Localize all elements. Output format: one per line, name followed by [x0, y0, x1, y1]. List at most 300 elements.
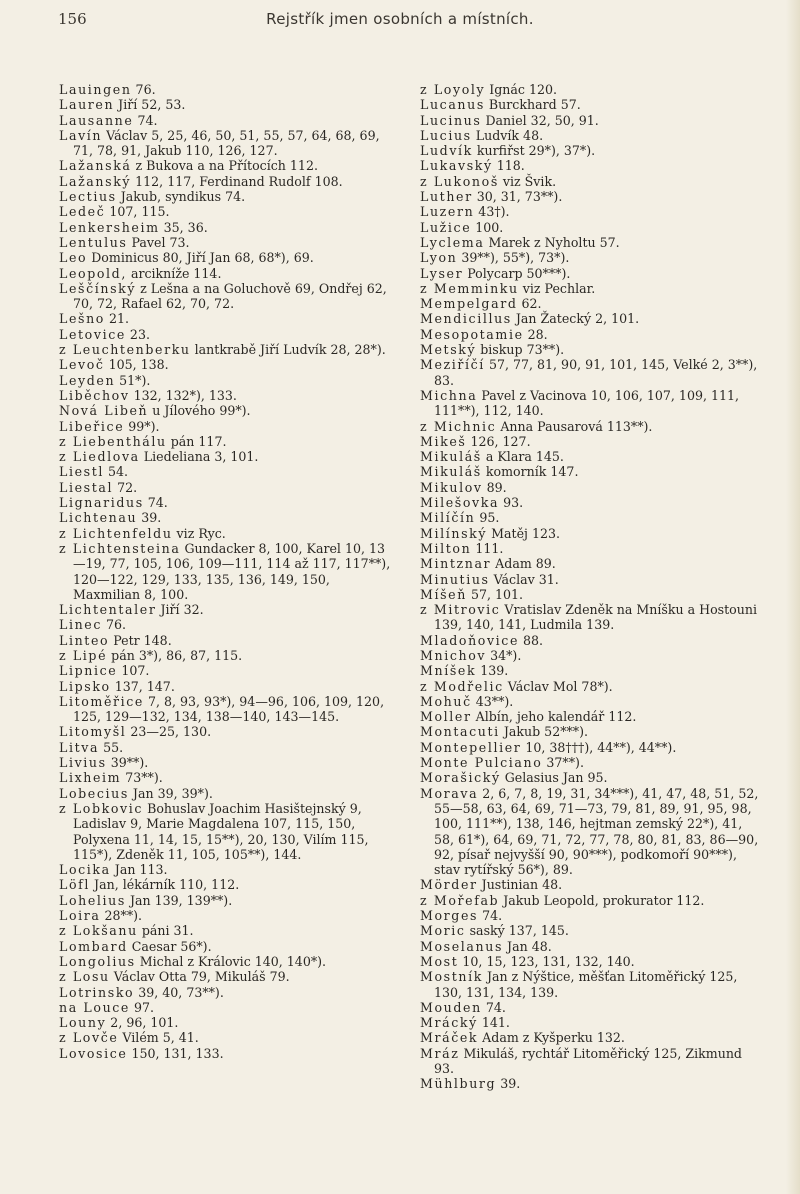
index-entry [59, 985, 394, 1000]
index-entry-references: 141. [477, 1015, 510, 1031]
index-entry-headword: Mráz [420, 1045, 460, 1061]
index-entry-headword: Lausanne [59, 112, 134, 128]
index-entry [420, 82, 760, 97]
index-entry-references: Jakub Leopold, prokurator 112. [499, 892, 705, 908]
index-entry [420, 281, 760, 296]
index-entry-references: a Klara 145. [481, 449, 564, 465]
index-entry [59, 755, 394, 770]
page-header [30, 10, 770, 38]
index-entry [59, 174, 394, 189]
index-entry-references: u Jílového 99*). [148, 403, 251, 419]
index-entry [59, 1000, 394, 1015]
index-entry-headword: Moller [420, 709, 472, 725]
index-entry-references: Gundacker 8, 100, Karel 10, 13—19, 77, 105, 106, 109—111, 114 až 117, 117**), 120—122, 129, 133, 135, 136, 149, 150, Maxmilian 8, 100. [73, 540, 391, 602]
index-entry [59, 189, 394, 204]
index-entry-references: Jan 139, 139**). [125, 892, 233, 908]
index-entry [420, 908, 760, 923]
index-entry-headword: Mrácký [420, 1015, 478, 1031]
index-entry [420, 480, 760, 495]
index-entry-headword: Mladoňovice [420, 632, 520, 648]
index-entry-references: Bohuslav Joachim Hasištejnský 9, Ladislav 9, Marie Magdalena 107, 115, 150, Polyxena 11, 14, 15, 15**), 20, 130, Vilím 115, 115*), Zdeněk 11, 105, 105**), 144. [73, 800, 369, 862]
index-entry [59, 954, 394, 969]
index-entry-references: 118. [492, 158, 525, 174]
index-entry-headword: Lešno [59, 311, 105, 327]
index-entry [59, 724, 394, 739]
index-entry [59, 801, 394, 862]
index-entry-headword: Morašický [420, 770, 501, 786]
index-entry-headword: Mempelgard [420, 296, 518, 312]
index-entry [420, 969, 760, 1000]
index-entry-references: 105, 138. [104, 357, 169, 373]
index-entry-headword: Lipnice [59, 663, 118, 679]
index-entry-headword: z Lichtenfeldu [59, 525, 173, 541]
index-entry-headword: Liběchov [59, 387, 130, 403]
index-entry [420, 679, 760, 694]
index-entry [59, 893, 394, 908]
index-entry-headword: z Leuchtenberku [59, 342, 191, 358]
index-entry-references: 7, 8, 93, 93*), 94—96, 106, 109, 120, 125, 129—132, 134, 138—140, 143—145. [73, 693, 385, 725]
index-column-right [420, 82, 760, 1092]
index-entry-references: 111. [471, 540, 504, 556]
index-entry-references: z Bukova a na Přítocích 112. [131, 158, 318, 174]
index-entry [59, 464, 394, 479]
index-entry-references: Michal z Královic 140, 140*). [135, 953, 327, 969]
index-entry-headword: Litva [59, 739, 100, 755]
index-entry-headword: Loira [59, 908, 101, 924]
index-entry-headword: Nová Libeň [59, 403, 149, 419]
index-entry-headword: Lucius [420, 127, 472, 143]
index-entry [59, 510, 394, 525]
index-entry-references: 107. [117, 663, 150, 679]
index-entry-headword: z Modřelic [420, 678, 504, 694]
index-entry [420, 1030, 760, 1045]
index-entry-references: 39**), 55*), 73*). [457, 250, 570, 266]
index-entry-headword: Lectius [59, 189, 117, 205]
index-entry [420, 266, 760, 281]
index-entry-headword: Ludvík [420, 143, 473, 159]
index-entry-references: 23. [125, 326, 150, 342]
index-entry [420, 204, 760, 219]
index-entry-headword: Minutius [420, 571, 490, 587]
index-entry [420, 327, 760, 342]
index-entry-references: Ludvík 48. [471, 127, 544, 143]
index-entry-references: 112, 117, Ferdinand Rudolf 108. [131, 173, 343, 189]
index-entry-references: Burckhard 57. [484, 97, 581, 113]
index-entry [59, 923, 394, 938]
index-entry-headword: Lyclema [420, 234, 485, 250]
index-entry-headword: Monte Pulciano [420, 755, 543, 771]
index-entry-headword: z Lukonoš [420, 173, 499, 189]
index-entry [59, 97, 394, 112]
index-entry [59, 1030, 394, 1045]
index-entry-headword: Lauren [59, 97, 115, 113]
index-entry [59, 235, 394, 250]
index-entry-references: viz Švik. [498, 173, 557, 189]
index-entry-references: Jakub, syndikus 74. [116, 189, 246, 205]
index-entry-headword: z Mořefab [420, 892, 500, 908]
index-entry-references: 2, 6, 7, 8, 19, 31, 34***), 41, 47, 48, 51, 52, 55—58, 63, 64, 69, 71—73, 79, 81, 89, 91, 95, 98, 100, 111**), 138, 146, hejtman zemský 22*), 41, 58, 61*), 64, 69, 71, 72, 77, 78, 80, 81, 83, 86—90, 92, písař nejvyšší 90, 90***), podkomoří 90***), stav rytířský 56*), 89. [434, 785, 759, 878]
index-entry [59, 158, 394, 173]
index-entry-headword: Lipsko [59, 678, 111, 694]
index-entry [420, 602, 760, 633]
index-entry-references: Jan 113. [110, 862, 168, 878]
index-entry-references: biskup 73**). [476, 342, 565, 358]
index-entry-references: 76. [102, 617, 127, 633]
index-entry-references: Jan 48. [503, 938, 552, 954]
index-entry-headword: Leo [59, 250, 88, 266]
index-entry-headword: Ledeč [59, 204, 106, 220]
index-entry [420, 724, 760, 739]
index-entry-headword: Morges [420, 908, 479, 924]
index-entry [59, 204, 394, 219]
index-entry-headword: Lombard [59, 938, 128, 954]
index-entry [59, 740, 394, 755]
index-entry-headword: Linteo [59, 632, 110, 648]
index-entry-headword: Moric [420, 923, 466, 939]
index-entry [420, 235, 760, 250]
index-entry-headword: z Liebenthálu [59, 433, 167, 449]
index-entry-references: Vratislav Zdeněk na Mníšku a Hostouni 139, 140, 141, Ludmila 139. [434, 602, 758, 633]
index-entry [420, 663, 760, 678]
index-entry [420, 510, 760, 525]
index-entry-headword: Mouden [420, 999, 482, 1015]
index-entry [59, 1046, 394, 1061]
index-entry [420, 158, 760, 173]
index-entry-headword: Mesopotamie [420, 326, 524, 342]
index-entry-references: 35, 36. [159, 219, 208, 235]
index-entry [420, 388, 760, 419]
index-entry [59, 679, 394, 694]
index-entry-references: 39. [137, 510, 162, 526]
index-entry-headword: Milíčín [420, 510, 476, 526]
index-entry-headword: Lotrinsko [59, 984, 135, 1000]
index-entry-headword: Mühlburg [420, 1076, 497, 1092]
index-entry [420, 250, 760, 265]
index-entry-headword: Lichtenau [59, 510, 138, 526]
index-entry [59, 480, 394, 495]
index-entry-headword: Montacuti [420, 724, 500, 740]
index-entry-references: Václav 31. [489, 571, 559, 587]
index-entry-references: Albín, jeho kalendář 112. [471, 709, 637, 725]
index-entry-references: Václav Otta 79, Mikuláš 79. [109, 969, 290, 985]
index-entry-headword: Mohuč [420, 693, 472, 709]
index-entry-headword: Leyden [59, 372, 116, 388]
index-entry-headword: Lentulus [59, 234, 128, 250]
index-entry-headword: Leopold, [59, 265, 127, 281]
running-title: Rejstřík jmen osobních a místních. [266, 10, 534, 28]
index-entry-headword: Letovice [59, 326, 126, 342]
index-entry-references: 74. [143, 495, 168, 511]
index-entry-headword: Lohelius [59, 892, 126, 908]
index-entry-references: 88. [519, 632, 544, 648]
index-entry-headword: Morava [420, 785, 479, 801]
index-entry-references: 74. [478, 908, 503, 924]
index-entry-references: 39, 40, 73**). [134, 984, 224, 1000]
index-entry-references: 73**). [121, 770, 163, 786]
index-entry [420, 923, 760, 938]
index-entry [420, 526, 760, 541]
index-entry-references: pán 117. [166, 433, 227, 449]
index-entry-references: Polycarp 50***). [463, 265, 571, 281]
index-entry [59, 1015, 394, 1030]
index-entry-headword: Lovosice [59, 1045, 128, 1061]
index-entry-headword: Moselanus [420, 938, 504, 954]
index-entry-headword: Longolius [59, 953, 136, 969]
index-entry [420, 709, 760, 724]
index-entry-references: Petr 148. [109, 632, 172, 648]
index-entry-references: viz Pechlar. [518, 280, 596, 296]
index-entry-references: 21. [104, 311, 130, 327]
index-entry-references: 74. [133, 112, 158, 128]
index-entry-headword: Liestl [59, 464, 104, 480]
index-entry-headword: Lobecius [59, 785, 129, 801]
index-entry-references: komorník 147. [481, 464, 579, 480]
index-entry [420, 877, 760, 892]
index-entry-references: viz Ryc. [172, 525, 226, 541]
index-entry [59, 266, 394, 281]
index-entry [420, 572, 760, 587]
index-entry-references: Pavel z Vacinova 10, 106, 107, 109, 111, 111**), 112, 140. [434, 387, 740, 419]
index-entry [59, 602, 394, 617]
index-entry-references: Adam z Kyšperku 132. [478, 1030, 625, 1046]
index-entry-references: Justinian 48. [477, 877, 563, 893]
index-entry-headword: z Lokšanu [59, 923, 138, 939]
index-entry-headword: Milton [420, 540, 472, 556]
index-entry-headword: Mikuláš [420, 449, 482, 465]
index-entry [420, 648, 760, 663]
index-entry [420, 893, 760, 908]
index-entry [420, 174, 760, 189]
index-entry-headword: Mnichov [420, 647, 487, 663]
index-entry-headword: z Michnic [420, 418, 497, 434]
index-entry-references: Vilém 5, 41. [118, 1030, 199, 1046]
index-entry-headword: Lenkersheim [59, 219, 160, 235]
index-entry-references: 57, 101. [466, 586, 524, 602]
index-entry-references: 39. [496, 1076, 521, 1092]
index-entry-references: Dominicus 80, Jiří Jan 68, 68*), 69. [87, 250, 314, 266]
index-entry-references: kurfiřst 29*), 37*). [472, 143, 596, 159]
index-entry-references: Jan, lékárník 110, 112. [90, 877, 240, 893]
index-entry-headword: Meziříčí [420, 357, 485, 373]
index-entry [420, 556, 760, 571]
index-entry [420, 296, 760, 311]
index-entry-references: 28**). [100, 908, 143, 924]
index-entry [420, 1046, 760, 1077]
index-entry [59, 449, 394, 464]
index-entry [59, 877, 394, 892]
index-entry-headword: Lužice [420, 219, 472, 235]
index-entry-references: Mikuláš, rychtář Litoměřický 125, Zikmund 93. [434, 1045, 742, 1076]
index-entry-references: 54. [104, 464, 129, 480]
index-entry-references: Ignác 120. [485, 82, 557, 97]
index-entry-headword: Mníšek [420, 663, 477, 679]
index-entry-headword: Lyser [420, 265, 464, 281]
index-entry-headword: Mendicillus [420, 311, 512, 327]
index-entry-references: Pavel 73. [127, 234, 190, 250]
index-entry-references: Jiří 32. [156, 602, 204, 618]
index-entry-headword: z Lovče [59, 1030, 119, 1046]
index-entry-references: Gelasius Jan 95. [500, 770, 608, 786]
index-entry-headword: Luther [420, 189, 473, 205]
index-entry [420, 786, 760, 878]
index-entry-references: 2, 96, 101. [106, 1015, 179, 1031]
index-entry [420, 434, 760, 449]
index-entry [420, 770, 760, 785]
index-entry-references: Adam 89. [491, 556, 556, 572]
index-entry-headword: Lažanský [59, 173, 132, 189]
index-entry [59, 113, 394, 128]
index-entry-headword: Louny [59, 1015, 107, 1031]
index-entry [59, 862, 394, 877]
index-entry [59, 617, 394, 632]
index-entry-headword: Leščínský [59, 280, 137, 296]
index-entry-references: páni 31. [137, 923, 194, 939]
index-entry-headword: Mikuláš [420, 464, 482, 480]
index-entry-headword: z Mitrovic [420, 602, 501, 618]
index-entry-references: Václav 5, 25, 46, 50, 51, 55, 57, 64, 68, 69, 71, 78, 91, Jakub 110, 126, 127. [73, 127, 380, 159]
index-entry [59, 419, 394, 434]
index-entry-references: 126, 127. [466, 433, 531, 449]
index-entry [59, 495, 394, 510]
index-entry [59, 526, 394, 541]
index-entry-references: 89. [482, 479, 507, 495]
index-entry-headword: Milínský [420, 525, 488, 541]
index-entry-headword: z Losu [59, 969, 110, 985]
index-entry-references: Jan z Nýštice, měšťan Litoměřický 125, 130, 131, 134, 139. [434, 969, 738, 1000]
index-entry-references: 30, 31, 73**). [472, 189, 563, 205]
index-entry-headword: na Louce [59, 999, 130, 1015]
index-entry [59, 403, 394, 418]
index-column-left [59, 82, 394, 1061]
index-entry-references: 93. [499, 495, 524, 511]
index-entry [59, 342, 394, 357]
index-entry-headword: Linec [59, 617, 103, 633]
index-entry-references: Jan Žatecký 2, 101. [511, 311, 640, 327]
index-entry [420, 1000, 760, 1015]
index-entry-references: 43**). [471, 693, 514, 709]
index-entry-headword: z Liedlova [59, 449, 140, 465]
index-entry-headword: Lichtentaler [59, 602, 157, 618]
index-entry [420, 419, 760, 434]
index-entry-headword: Lignaridus [59, 495, 144, 511]
index-entry-references: Matěj 123. [487, 525, 560, 541]
index-entry-references: 23—25, 130. [126, 724, 212, 740]
index-entry-headword: Litomyšl [59, 724, 127, 740]
index-entry [59, 541, 394, 602]
index-entry-headword: Lažanská [59, 158, 132, 174]
index-entry-references: 34*). [486, 647, 522, 663]
index-entry [59, 908, 394, 923]
index-entry [420, 939, 760, 954]
index-entry [420, 755, 760, 770]
index-entry-headword: Most [420, 953, 459, 969]
index-entry-references: 132, 132*), 133. [129, 387, 237, 403]
index-entry [59, 969, 394, 984]
index-entry-references: 99*). [124, 418, 160, 434]
index-entry-references: 43†). [474, 204, 510, 220]
index-entry [59, 311, 394, 326]
index-entry-headword: Milešovka [420, 495, 500, 511]
index-entry-headword: Litoměřice [59, 693, 144, 709]
index-entry-headword: Liestal [59, 479, 114, 495]
index-entry [59, 648, 394, 663]
index-entry-references: arcikníže 114. [126, 265, 222, 281]
index-entry [420, 342, 760, 357]
index-entry [59, 434, 394, 449]
index-entry [59, 281, 394, 312]
index-entry-references: 55. [99, 739, 124, 755]
index-entry-references: Liedeliana 3, 101. [139, 449, 259, 465]
index-entry-references: Anna Pausarová 113**). [496, 418, 653, 434]
index-entry-references: 62. [517, 296, 542, 312]
index-entry-references: 37**). [542, 755, 584, 771]
index-entry-references: 28. [523, 326, 548, 342]
index-entry-headword: Luzern [420, 204, 475, 220]
index-entry-headword: Löfl [59, 877, 91, 893]
index-entry [59, 694, 394, 725]
index-entry-headword: Lyon [420, 250, 458, 266]
page-number: 156 [58, 10, 87, 28]
index-entry [59, 327, 394, 342]
index-entry-references: 150, 131, 133. [127, 1045, 224, 1061]
index-entry-references: pán 3*), 86, 87, 115. [107, 647, 243, 663]
index-entry-references: Marek z Nyholtu 57. [484, 234, 620, 250]
index-entry [420, 220, 760, 235]
index-entry-headword: Lavín [59, 127, 103, 143]
index-entry-references: Daniel 32, 50, 91. [481, 112, 599, 128]
index-entry [420, 449, 760, 464]
index-entry-references: 74. [481, 999, 506, 1015]
index-entry [59, 633, 394, 648]
index-entry-references: 39**). [106, 755, 149, 771]
index-entry [420, 541, 760, 556]
index-entry-references: Jiří 52, 53. [114, 97, 186, 113]
index-entry-references: 137, 147. [110, 678, 175, 694]
index-entry-headword: Locika [59, 862, 111, 878]
index-entry-references: 95. [475, 510, 500, 526]
index-entry [420, 311, 760, 326]
index-entry [420, 1076, 760, 1091]
index-entry-headword: Livius [59, 755, 107, 771]
index-entry-references: 139. [476, 663, 509, 679]
index-entry-headword: Mintznar [420, 556, 492, 572]
index-entry-references: 76. [131, 82, 156, 97]
index-entry-headword: Mikeš [420, 433, 467, 449]
index-entry-references: 97. [130, 999, 155, 1015]
index-entry [420, 954, 760, 969]
index-entry-headword: Lucinus [420, 112, 482, 128]
index-entry-headword: Mostník [420, 969, 483, 985]
index-entry [59, 357, 394, 372]
index-entry [59, 220, 394, 235]
index-entry-references: 57, 77, 81, 90, 91, 101, 145, Velké 2, 3**), 83. [434, 357, 758, 388]
index-entry-references: 51*). [115, 372, 151, 388]
index-entry-references: 10, 15, 123, 131, 132, 140. [458, 953, 635, 969]
index-entry-headword: Lukavský [420, 158, 493, 174]
index-entry [420, 587, 760, 602]
index-entry-headword: z Loyoly [420, 82, 486, 97]
index-entry-references: 107, 115. [105, 204, 170, 220]
index-entry-headword: Mörder [420, 877, 478, 893]
index-entry [420, 113, 760, 128]
index-entry-references: Václav Mol 78*). [503, 678, 613, 694]
index-entry-headword: Levoč [59, 357, 105, 373]
index-entry [420, 740, 760, 755]
index-entry-headword: Lixheim [59, 770, 122, 786]
index-entry [59, 82, 394, 97]
index-entry [59, 770, 394, 785]
index-entry [59, 388, 394, 403]
